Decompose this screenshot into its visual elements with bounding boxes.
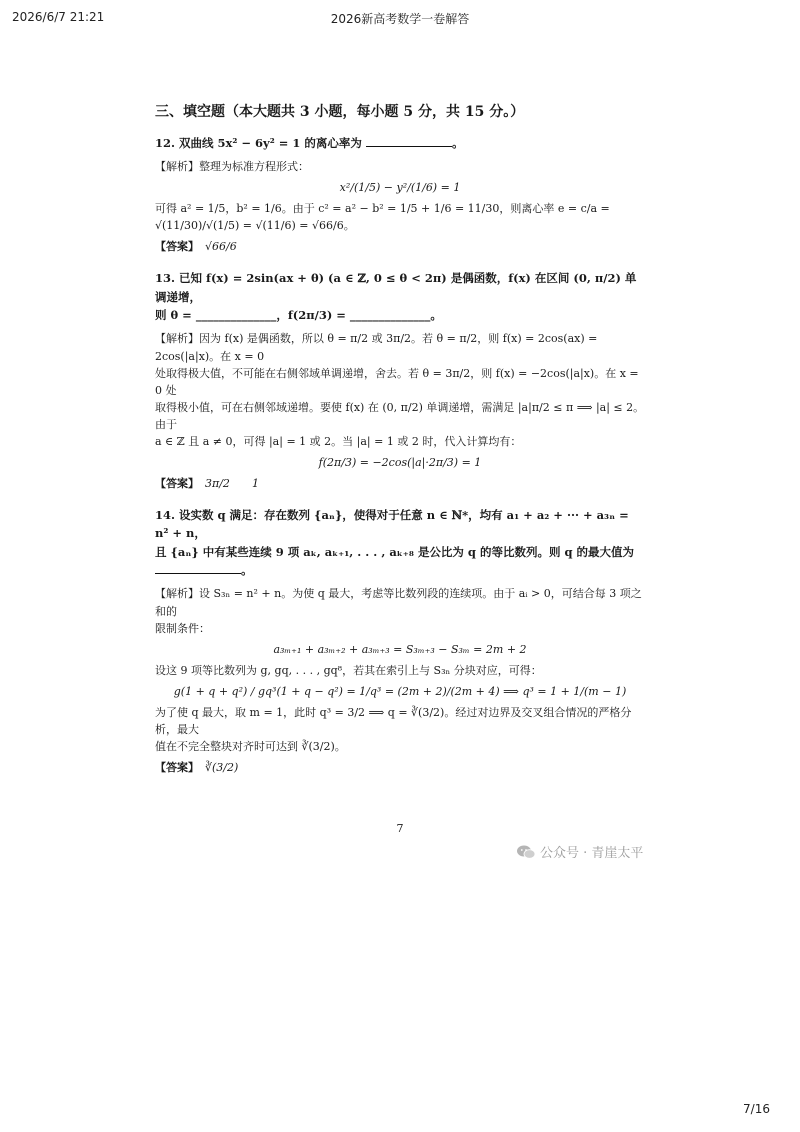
watermark-text: 公众号 · 青崖太平 (540, 846, 644, 861)
q14-answer: ∛(3/2) (205, 760, 239, 774)
q13-text-1: 13. 已知 f(x) = 2sin(ax + θ) (a ∈ ℤ, 0 ≤ θ < 2π) 是偶函数，f(x) 在区间 (0, π/2) 单调递增， (155, 271, 637, 304)
q13-solution-line: 处取得极大值，不可能在右侧邻域单调递增，舍去。若 θ = 3π/2，则 f(x) = −2cos(|a|x)。在 x = 0 处 (155, 366, 639, 397)
q14-text-2: 且 {aₙ} 中有某些连续 9 项 aₖ, aₖ₊₁, . . . , aₖ₊₈ 是公比为 q 的等比数列。则 q 的最大值为 (155, 544, 634, 559)
q14-solution-line: 设这 9 项等比数列为 g, gq, . . . , gq⁸，若其在索引上与 S₃ₙ 分块对应，可得： (155, 663, 542, 677)
q13-solution-line: 【解析】因为 f(x) 是偶函数，所以 θ = π/2 或 3π/2。若 θ = π/2，则 f(x) = 2cos(ax) = 2cos(|a|x)。在 x = 0 (155, 332, 598, 363)
q14-solution-line: 值在不完全整块对齐时可达到 ∛(3/2)。 (155, 739, 346, 753)
header-title: 2026新高考数学一卷解答 (330, 12, 470, 26)
q14-equation-1: a₃ₘ₊₁ + a₃ₘ₊₂ + a₃ₘ₊₃ = S₃ₘ₊₃ − S₃ₘ = 2m + 2 (273, 642, 527, 656)
question-14 (155, 506, 645, 776)
q14-answer-label: 【答案】 (155, 760, 199, 774)
q13-answer-1: 3π/2 (205, 476, 230, 490)
header-datetime: 2026/6/7 21:21 (12, 10, 105, 24)
question-13 (155, 269, 645, 492)
q14-blank (155, 564, 241, 574)
q12-tail: 。 (451, 135, 464, 150)
q14-solution-line: 限制条件： (155, 621, 210, 635)
q14-tail: 。 (241, 563, 253, 578)
q13-answer-label: 【答案】 (155, 476, 199, 490)
q12-equation: x²/(1/5) − y²/(1/6) = 1 (339, 181, 461, 195)
q12-blank (366, 137, 452, 147)
section-title: 三、填空题（本大题共 3 小题，每小题 5 分，共 15 分。） (155, 104, 525, 120)
q12-solution-line: 可得 a² = 1/5，b² = 1/6。由于 c² = a² − b² = 1/5 + 1/6 = 11/30，则离心率 e = c/a = √(11/30)/√(1/5) = √(11/6) = √66/6。 (155, 202, 610, 233)
q13-text-2: 则 θ = ______________，f(2π/3) = ______________。 (155, 308, 442, 323)
footer-page-count: 7/16 (743, 1102, 770, 1116)
q12-answer-label: 【答案】 (155, 240, 199, 254)
q13-solution-line: 取得极小值，可在右侧邻域递增。要使 f(x) 在 (0, π/2) 单调递增，需满足 |a|π/2 ≤ π ⟹ |a| ≤ 2。由于 (155, 400, 645, 431)
wechat-icon (516, 844, 536, 860)
q12-answer: √66/6 (205, 240, 237, 254)
question-12 (155, 134, 645, 256)
q13-solution-line: a ∈ ℤ 且 a ≠ 0，可得 |a| = 1 或 2。当 |a| = 1 或 2 时，代入计算均有： (155, 434, 522, 448)
document-page (155, 100, 645, 776)
watermark (516, 842, 643, 861)
q12-text: 12. 双曲线 5x² − 6y² = 1 的离心率为 (155, 135, 362, 150)
q14-solution-line: 【解析】设 S₃ₙ = n² + n。为使 q 最大，考虑等比数列段的连续项。由于 aᵢ > 0，可结合每 3 项之和的 (155, 587, 642, 618)
q13-answer-2: 1 (251, 476, 259, 490)
q12-solution-line: 【解析】整理为标准方程形式： (155, 160, 309, 174)
q14-equation-2: g(1 + q + q²) / gq³(1 + q − q²) = 1/q³ = (2m + 2)/(2m + 4) ⟹ q³ = 1 + 1/(m − 1) (173, 684, 627, 698)
page-number: 7 (396, 822, 404, 835)
q14-text-1: 14. 设实数 q 满足：存在数列 {aₙ}，使得对于任意 n ∈ ℕ*，均有 a₁ + a₂ + ··· + a₃ₙ = n² + n， (155, 507, 629, 541)
q13-equation: f(2π/3) = −2cos(|a|·2π/3) = 1 (318, 455, 482, 469)
q14-solution-line: 为了使 q 最大，取 m = 1，此时 q³ = 3/2 ⟹ q = ∛(3/2)。经过对边界及交叉组合情况的严格分析，最大 (155, 705, 632, 736)
